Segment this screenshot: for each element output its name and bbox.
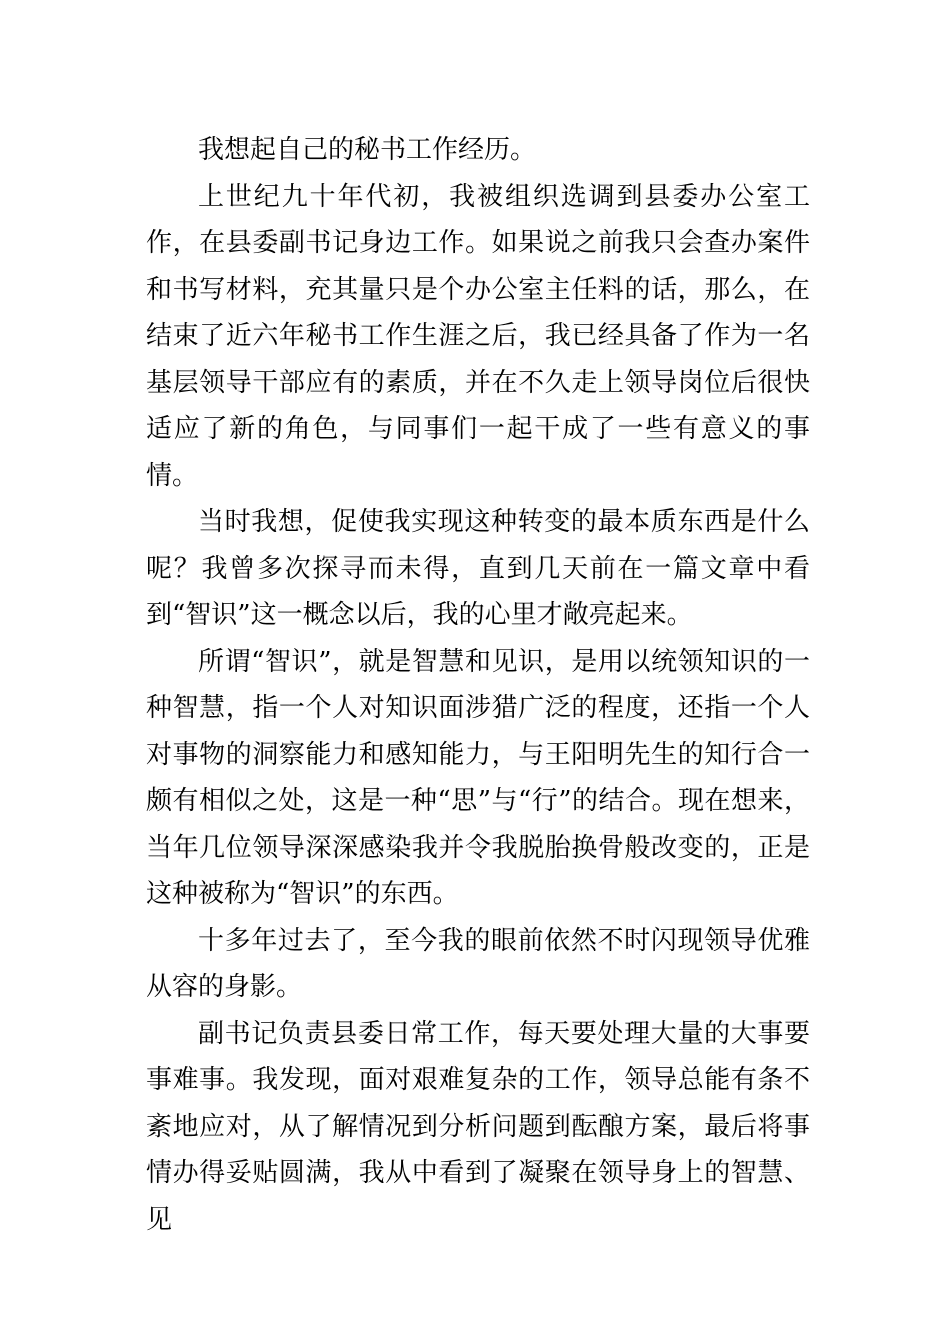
paragraph-4: 所谓“智识”，就是智慧和见识，是用以统领知识的一种智慧，指一个人对知识面涉猎广泛的程度，还指一个人对事物的洞察能力和感知能力，与王阳明先生的知行合一颇有相似之处，这是一种“思”与“行”的结合。现在想来，当年几位领导深深感染我并令我脱胎换骨般改变的，正是这种被称为“智识”的东西。 <box>146 646 810 909</box>
paragraph-3: 当时我想，促使我实现这种转变的最本质东西是什么呢？我曾多次探寻而未得，直到几天前在一篇文章中看到“智识”这一概念以后，我的心里才敞亮起来。 <box>146 507 810 630</box>
paragraph-1: 我想起自己的秘书工作经历。 <box>198 135 537 165</box>
article-body <box>146 127 810 1243</box>
paragraph-2: 上世纪九十年代初，我被组织选调到县委办公室工作，在县委副书记身边工作。如果说之前我只会查办案件和书写材料，充其量只是个办公室主任料的话，那么，在结束了近六年秘书工作生涯之后，我已经具备了作为一名基层领导干部应有的素质，并在不久走上领导岗位后很快适应了新的角色，与同事们一起干成了一些有意义的事情。 <box>146 181 810 491</box>
paragraph-6: 副书记负责县委日常工作，每天要处理大量的大事要事难事。我发现，面对艰难复杂的工作，领导总能有条不紊地应对，从了解情况到分析问题到酝酿方案，最后将事情办得妥贴圆满，我从中看到了凝聚在领导身上的智慧、见 <box>146 1018 810 1235</box>
paragraph-5: 十多年过去了，至今我的眼前依然不时闪现领导优雅从容的身影。 <box>146 925 810 1002</box>
